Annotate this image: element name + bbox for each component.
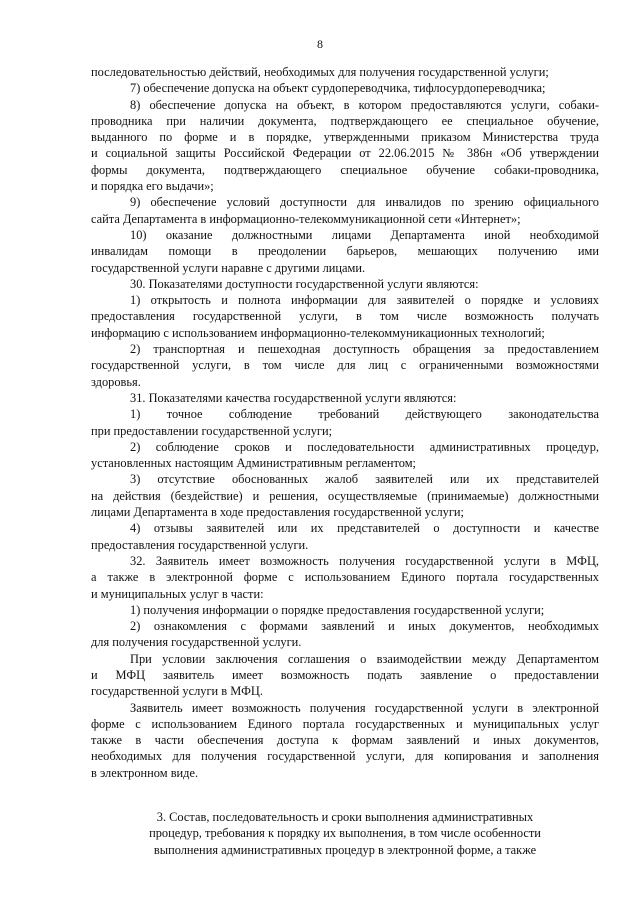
text-line: и муниципальных услуг в части: xyxy=(91,586,264,601)
section-heading-line: выполнения административных процедур в электронной форме, а также xyxy=(153,842,537,857)
text-line: и порядка его выдачи»; xyxy=(91,179,214,194)
text-line: сайта Департамента в информационно-телекоммуникационной сети «Интернет»; xyxy=(91,211,521,226)
text-line: и социальной защиты Российской Федерации от 22.06.2015 № 386н «Об утверждении xyxy=(91,146,599,161)
text-line: форме с использованием Единого портала государственных и муниципальных услуг xyxy=(91,716,599,731)
page-number: 8 xyxy=(317,37,323,51)
text-line: необходимых для получения государственной услуги, для копирования и заполнения xyxy=(91,749,599,764)
text-line: 32. Заявитель имеет возможность получения государственной услуги в МФЦ, xyxy=(130,553,599,568)
text-line: также в части обеспечения доступа к формам заявлений и иных документов, xyxy=(91,733,599,748)
text-line: здоровья. xyxy=(91,374,141,389)
section-gap xyxy=(91,781,599,795)
text-line: лицами Департамента в ходе предоставления государственной услуги; xyxy=(91,505,464,520)
text-line: на действия (бездействие) и решения, осуществляемые (принимаемые) должностными xyxy=(91,488,599,503)
section-gap xyxy=(91,795,599,809)
text-line: проводника при наличии документа, подтверждающего ее специальное обучение, xyxy=(91,113,599,128)
text-line: 31. Показателями качества государственной услуги являются: xyxy=(130,390,457,405)
section-heading-line: процедур, требования к порядку их выполнения, в том числе особенности xyxy=(149,826,541,841)
text-line: 10) оказание должностными лицами Департамента иной необходимой xyxy=(130,227,599,242)
text-line: для получения государственной услуги. xyxy=(91,635,302,650)
text-line: формы документа, подтверждающего специальное обучение собаки-проводника, xyxy=(91,162,599,177)
text-line: государственной услуги в МФЦ. xyxy=(91,684,263,699)
text-line: 2) транспортная и пешеходная доступность обращения за предоставлением xyxy=(130,342,599,357)
document-body xyxy=(91,64,599,858)
text-line: и МФЦ заявитель имеет возможность подать заявление о предоставлении xyxy=(91,667,599,682)
text-line: при предоставлении государственной услуги; xyxy=(91,423,333,438)
text-line: в электронном виде. xyxy=(91,765,199,780)
text-line: государственной услуги, в том числе для лиц с ограниченными возможностями xyxy=(91,358,599,373)
text-line: 1) получения информации о порядке предоставления государственной услуги; xyxy=(130,602,545,617)
text-line: 4) отзывы заявителей или их представителей о доступности и качестве xyxy=(130,521,599,536)
text-line: 9) обеспечение условий доступности для инвалидов по зрению официального xyxy=(130,195,599,210)
text-line: При условии заключения соглашения о взаимодействии между Департаментом xyxy=(130,651,599,666)
text-line: государственной услуги наравне с другими лицами. xyxy=(91,260,366,275)
text-line: 8) обеспечение допуска на объект, в котором предоставляются услуги, собаки- xyxy=(130,97,599,112)
text-line: инвалидам помощи в преодолении барьеров, мешающих получению ими xyxy=(91,244,599,259)
text-line: 2) ознакомления с формами заявлений и иных документов, необходимых xyxy=(130,619,599,634)
text-line: выданного по форме и в порядке, утвержденными приказом Министерства труда xyxy=(91,130,599,145)
text-line: 2) соблюдение сроков и последовательности административных процедур, xyxy=(130,439,599,454)
text-line: 7) обеспечение допуска на объект сурдопереводчика, тифлосурдопереводчика; xyxy=(130,81,546,96)
text-line: 1) точное соблюдение требований действующего законодательства xyxy=(130,407,599,422)
text-line: установленных настоящим Административным регламентом; xyxy=(91,456,416,471)
text-line: 1) открытость и полнота информации для заявителей о порядке и условиях xyxy=(130,293,599,308)
text-line: информацию с использованием информационно-телекоммуникационных технологий; xyxy=(91,325,545,340)
text-line: а также в электронной форме с использованием Единого портала государственных xyxy=(91,570,599,585)
text-line: последовательностью действий, необходимых для получения государственной услуги; xyxy=(91,65,549,79)
text-line: предоставления государственной услуги, в том числе возможность получать xyxy=(91,309,599,324)
text-line: предоставления государственной услуги. xyxy=(91,537,309,552)
section-heading-line: 3. Состав, последовательность и сроки выполнения административных xyxy=(156,810,534,825)
text-line: 3) отсутствие обоснованных жалоб заявителей или их представителей xyxy=(130,472,599,487)
text-line: 30. Показателями доступности государственной услуги являются: xyxy=(130,276,479,291)
text-line: Заявитель имеет возможность получения государственной услуги в электронной xyxy=(130,700,599,715)
